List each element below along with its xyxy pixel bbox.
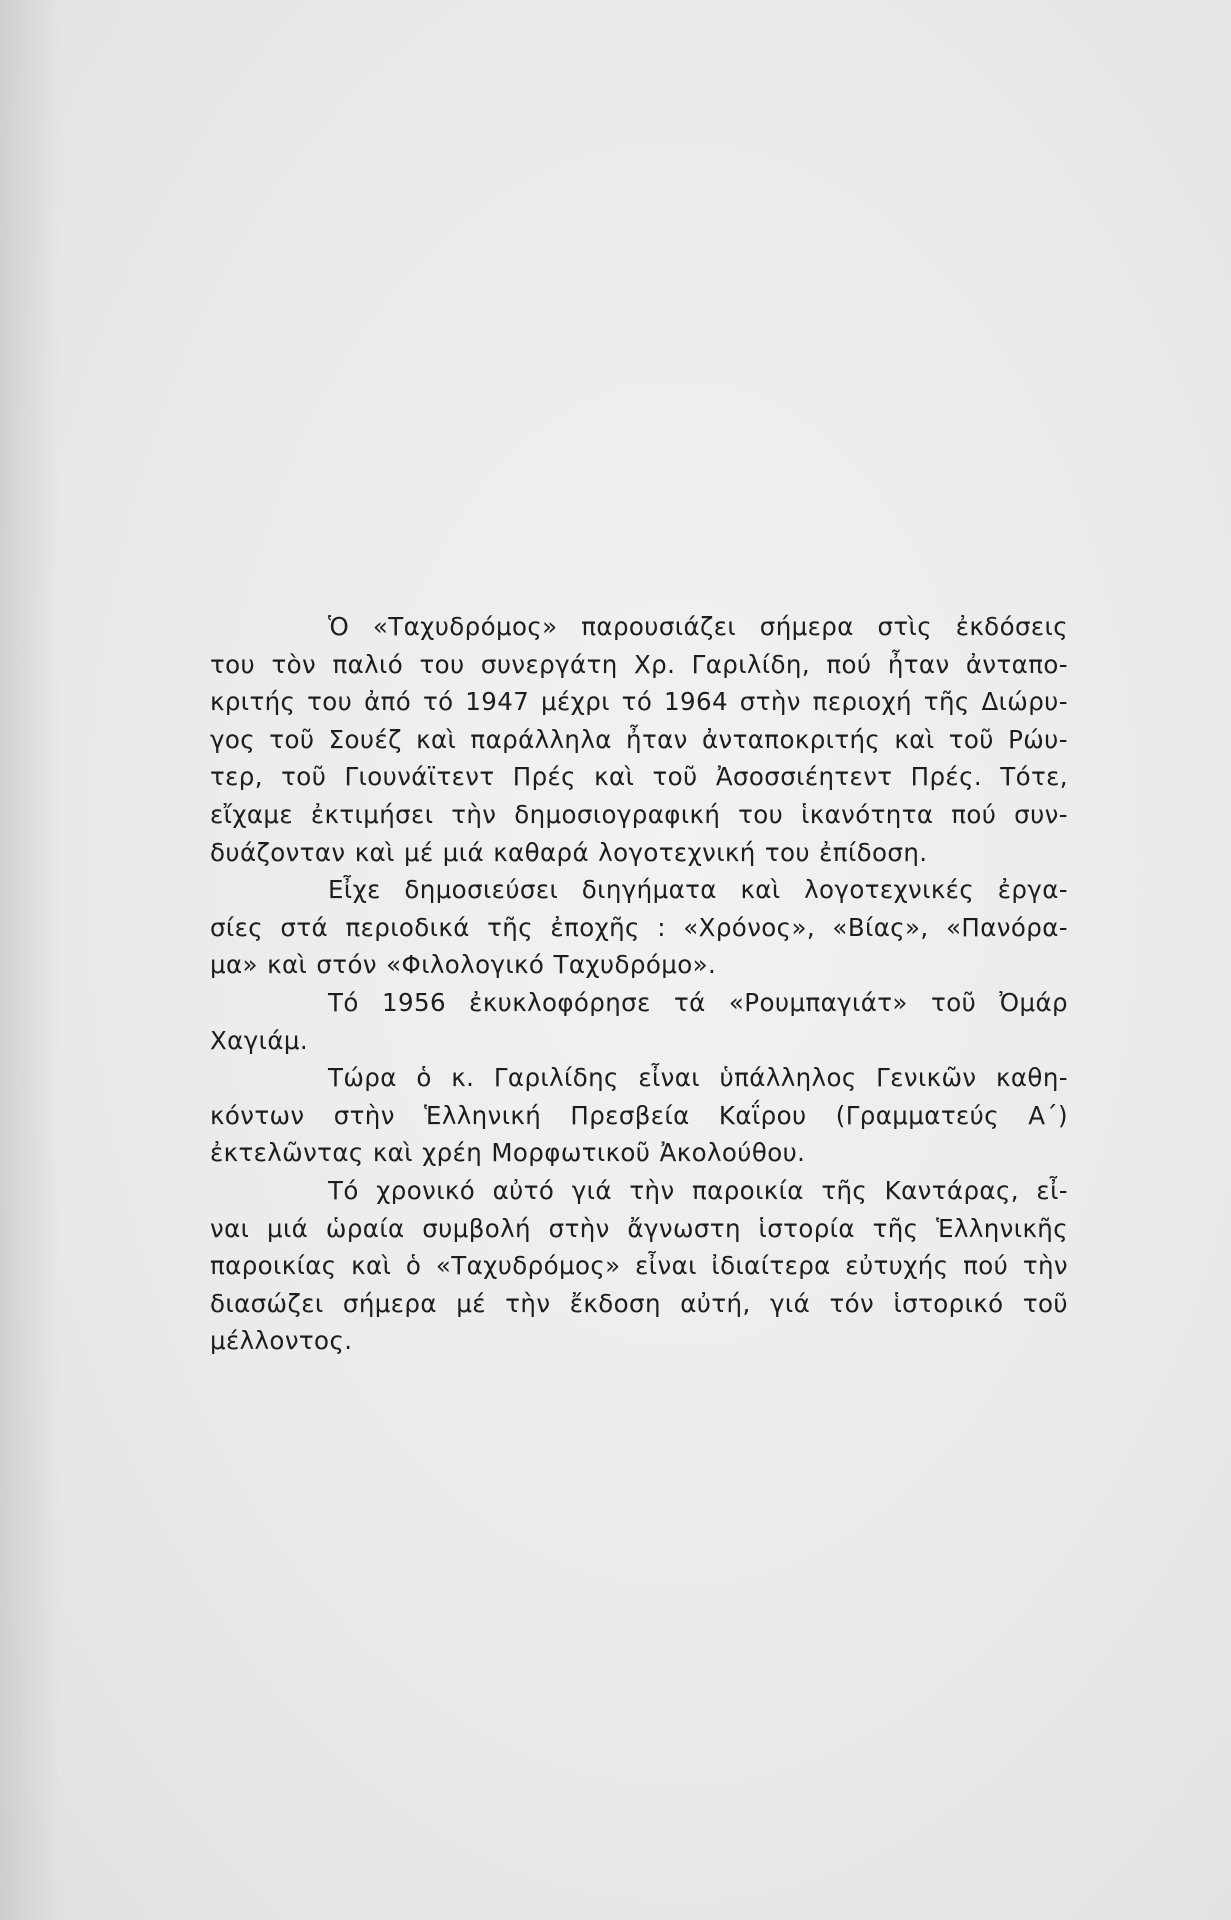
text-line: Χαγιάμ. — [210, 1025, 309, 1055]
text-line: γος τοῦ Σουέζ καὶ παράλληλα ἦταν ἀνταποκριτής καὶ τοῦ Ρώυ- — [210, 724, 1068, 754]
paragraph-5 — [210, 1172, 1068, 1360]
text-line: κριτής του ἀπό τό 1947 μέχρι τό 1964 στὴν περιοχή τῆς Διώρυ- — [210, 687, 1068, 717]
text-line: μέλλοντος. — [210, 1326, 353, 1356]
paragraph-2 — [210, 871, 1068, 984]
text-line: ναι μιά ὡραία συμβολή στὴν ἄγνωστη ἱστορία τῆς Ἑλληνικῆς — [210, 1213, 1068, 1243]
text-line: μα» καὶ στόν «Φιλολογικό Ταχυδρόμο». — [210, 950, 717, 980]
paragraph-4 — [210, 1059, 1068, 1172]
text-line: παροικίας καὶ ὁ «Ταχυδρόμος» εἶναι ἰδιαίτερα εὐτυχής πού τὴν — [210, 1251, 1068, 1281]
text-line: του τὸν παλιό του συνεργάτη Χρ. Γαριλίδη, πού ἦταν ἀνταπο- — [210, 649, 1068, 679]
text-line: Ὁ «Ταχυδρόμος» παρουσιάζει σήμερα στὶς ἐκδόσεις — [328, 612, 1068, 641]
text-line: τερ, τοῦ Γιουνάϊτεντ Πρές καὶ τοῦ Ἀσοσσιέητεντ Πρές. Τότε, — [210, 762, 1068, 792]
text-line: Τό 1956 ἐκυκλοφόρησε τά «Ρουμπαγιάτ» τοῦ Ὀμάρ — [328, 987, 1068, 1017]
paragraph-1 — [210, 608, 1068, 871]
text-line: διασώζει σήμερα μέ τὴν ἔκδοση αὐτή, γιά τόν ἱστορικό τοῦ — [210, 1288, 1068, 1318]
text-line: Εἶχε δημοσιεύσει διηγήματα καὶ λογοτεχνικές ἐργα- — [328, 875, 1068, 905]
paragraph-3 — [210, 984, 1068, 1059]
text-line: Τό χρονικό αὐτό γιά τὴν παροικία τῆς Καντάρας, εἶ- — [328, 1175, 1068, 1205]
text-line: δυάζονταν καὶ μέ μιά καθαρά λογοτεχνική του ἐπίδοση. — [210, 837, 928, 867]
text-line: ἐκτελῶντας καὶ χρέη Μορφωτικοῦ Ἀκολούθου. — [210, 1138, 806, 1168]
text-line: σίες στά περιοδικά τῆς ἐποχῆς : «Χρόνος», «Βίας», «Πανόρα- — [210, 912, 1068, 942]
text-block — [210, 608, 1068, 1360]
text-line: εἴχαμε ἐκτιμήσει τὴν δημοσιογραφική του ἱκανότητα πού συν- — [210, 799, 1068, 829]
text-line: Τώρα ὁ κ. Γαριλίδης εἶναι ὑπάλληλος Γενικῶν καθη- — [328, 1063, 1068, 1093]
text-line: κόντων στὴν Ἑλληνική Πρεσβεία Καΐρου (Γραμματεύς Α΄) — [210, 1100, 1068, 1130]
